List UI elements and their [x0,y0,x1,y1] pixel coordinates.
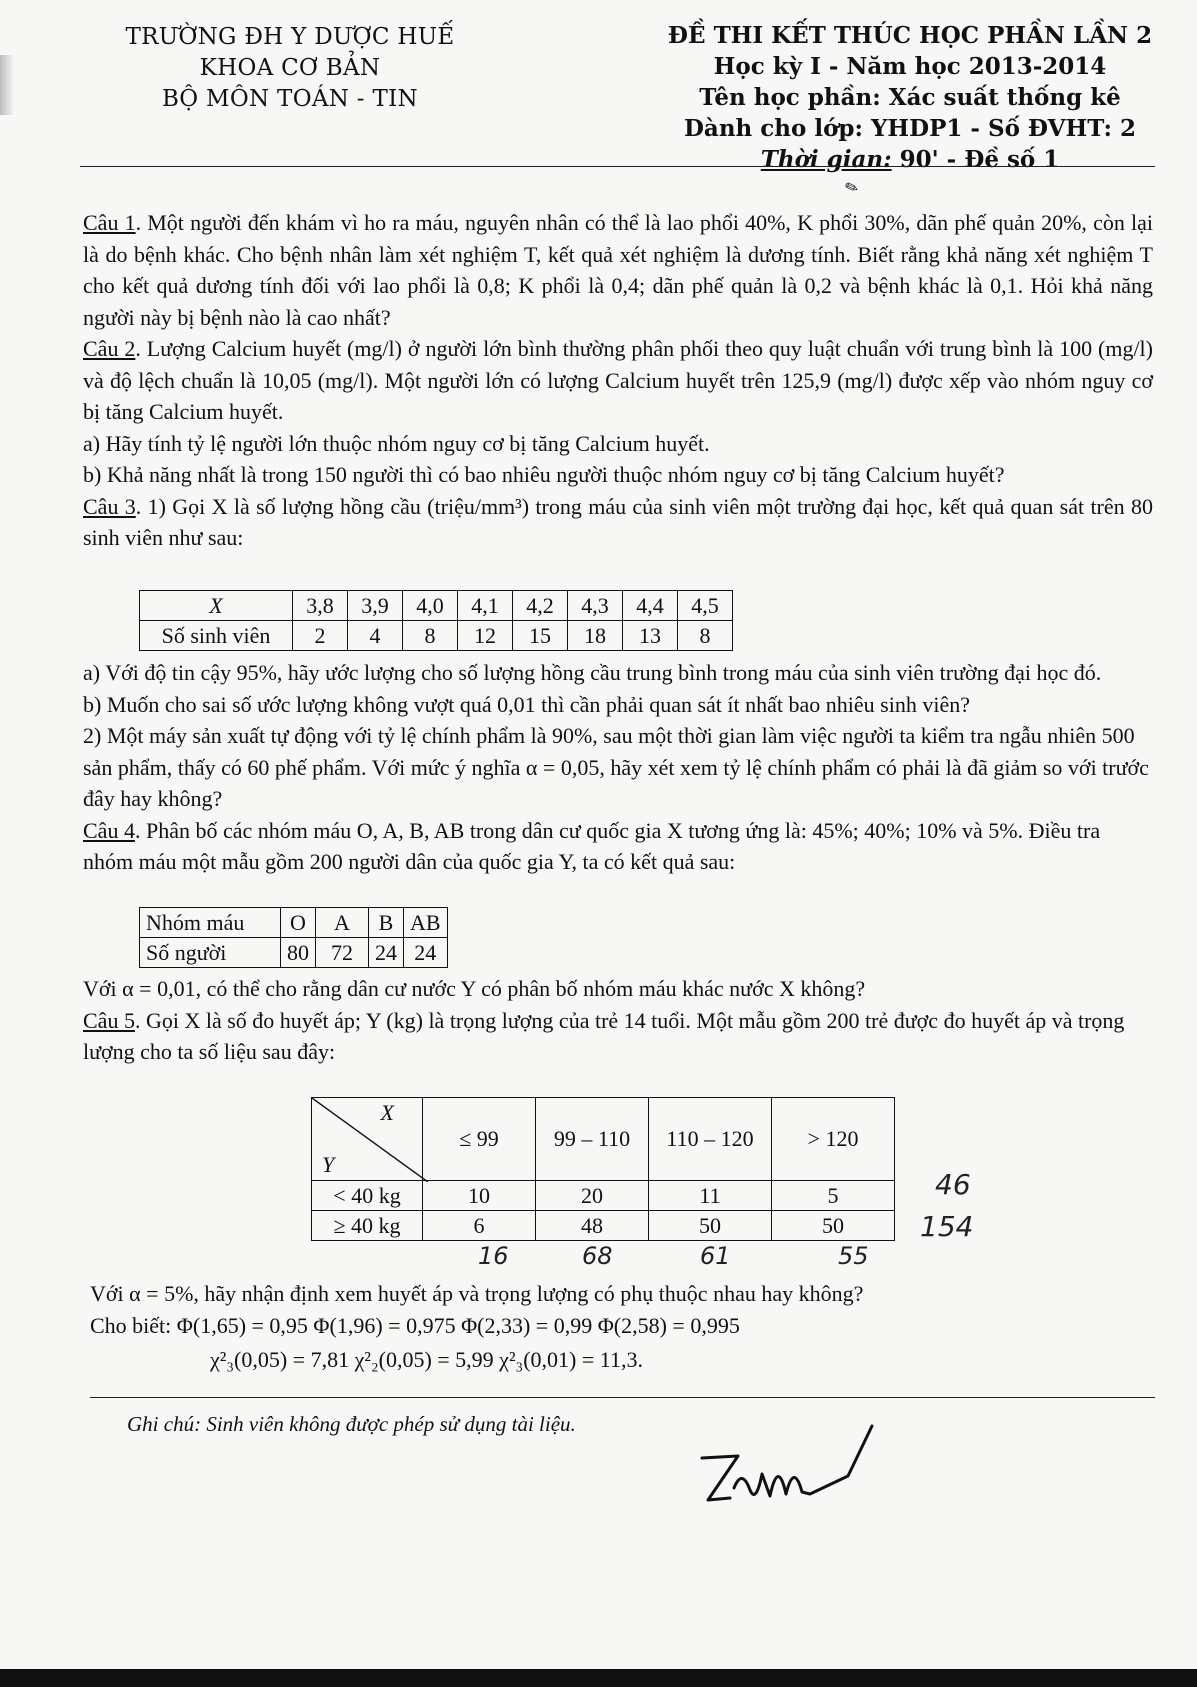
table-cell: 72 [316,938,369,968]
question-1 [83,207,1153,333]
handwritten-row-sum: 46 [935,1168,971,1201]
question-4-text: . Phân bố các nhóm máu O, A, B, AB trong dân cư quốc gia X tương ứng là: 45%; 40%; 10% và 5%. Điều tra nhóm máu một mẫu gồm 200 người dân của quốc gia Y, ta có kết quả sau: [83,817,1101,874]
table-cell: 24 [404,938,448,968]
table-cell: 4,0 [403,591,458,621]
table-row [140,938,448,968]
table-cell: 4,1 [458,591,513,621]
table-cell: 12 [458,621,513,651]
header-divider [80,166,1155,167]
exam-class: Dành cho lớp: YHDP1 - Số ĐVHT: 2 [683,115,1136,142]
handwritten-col-sum: 68 [582,1242,613,1270]
question-5-text: . Gọi X là số đo huyết áp; Y (kg) là trọng lượng của trẻ 14 tuổi. Một mẫu gồm 200 trẻ được đo huyết áp và trọng lượng cho ta số liệu sau đây: [83,1007,1125,1064]
table-cell: 6 [423,1211,536,1241]
table-cell: 10 [423,1181,536,1211]
table-cell: X [140,591,293,621]
given-values [90,1310,1160,1342]
corner-cell [312,1098,423,1181]
blood-pressure-weight-table [311,1097,895,1241]
table-cell: Nhóm máu [140,908,281,938]
question-4-ask: Với α = 0,01, có thể cho rằng dân cư nước Y có phân bố nhóm máu khác nước X không? [83,976,866,1001]
table-cell: A [316,908,369,938]
table-cell: 4 [348,621,403,651]
table-row [312,1211,895,1241]
question-1-text: . Một người đến khám vì ho ra máu, nguyên nhân có thể là lao phổi 40%, K phổi 30%, dãn phế quản 20%, còn lại là do bệnh khác. Cho bệnh nhân làm xét nghiệm T, kết quả xét nghiệm là dương tính. Biết rằng khả năng xét nghiệm T cho kết quả dương tính đối với lao phổi là 0,8; K phổi là 0,4; dãn phế quản là 0,2 và bệnh khác là 0,1. Hỏi khả năng người này bị bệnh nào là cao nhất? [83,210,1153,330]
question-3-label: Câu 3 [83,493,136,519]
exam-time [660,144,1160,175]
question-5 [83,1005,1153,1068]
table-cell: 4,2 [513,591,568,621]
table-cell: > 120 [772,1098,895,1181]
table-cell: 80 [281,938,316,968]
given-phi-values: Φ(1,65) = 0,95 Φ(1,96) = 0,975 Φ(2,33) = 0,99 Φ(2,58) = 0,995 [176,1313,740,1338]
exam-header [660,20,1160,175]
table-cell: 4,5 [678,591,733,621]
table-cell: ≤ 99 [423,1098,536,1181]
table-row [140,591,733,621]
department-name: BỘ MÔN TOÁN - TIN [162,86,418,112]
corner-x-label: X [380,1100,394,1125]
handwritten-col-sum: 55 [838,1242,869,1270]
question-1-label: Câu 1 [83,210,136,235]
table-cell: 8 [403,621,458,651]
question-4 [83,815,1153,878]
question-3 [83,491,1153,554]
blood-group-table [139,907,448,968]
table-cell: 50 [649,1211,772,1241]
question-3-part2: 2) Một máy sản xuất tự động với tỷ lệ chính phẩm là 90%, sau một thời gian làm việc người ta kiểm tra ngẫu nhiên 500 sản phẩm, thấy có 60 phế phẩm. Với mức ý nghĩa α = 0,05, hãy xét xem tỷ lệ chính phẩm có phải là đã giảm so với trước đây hay không? [83,723,1149,811]
question-3b: b) Muốn cho sai số ước lượng không vượt quá 0,01 thì cần phải quan sát ít nhất bao nhiêu sinh viên? [83,691,970,717]
question-5-label: Câu 5 [83,1007,135,1033]
question-5-ask: Với α = 5%, hãy nhận định xem huyết áp và trọng lượng có phụ thuộc nhau hay không? [90,1281,864,1306]
table-cell: 13 [623,621,678,651]
table-cell: 20 [536,1181,649,1211]
handwritten-mark: ✎ [842,176,862,199]
school-header [120,22,460,115]
table-cell: 3,9 [348,591,403,621]
table-cell: 99 – 110 [536,1098,649,1181]
table-cell: AB [404,908,448,938]
question-4-5 [83,973,1153,1068]
handwritten-col-sum: 61 [700,1242,731,1270]
exam-body [83,207,1153,554]
table-row [140,908,448,938]
exam-note: Ghi chú: Sinh viên không được phép sử dụng tài liệu. [127,1412,576,1436]
table-cell: < 40 kg [312,1181,423,1211]
table-row [140,621,733,651]
table-cell: 18 [568,621,623,651]
question-2 [83,333,1153,428]
question-3-text: . 1) Gọi X là số lượng hồng cầu (triệu/mm³) trong máu của sinh viên một trường đại học, kết quả quan sát trên 80 sinh viên như sau: [83,493,1153,550]
red-cell-table [139,590,733,651]
table-cell: 11 [649,1181,772,1211]
table-cell: 2 [293,621,348,651]
question-3a: a) Với độ tin cậy 95%, hãy ước lượng cho số lượng hồng cầu trung bình trong máu của sinh viên trường đại học đó. [83,660,1102,685]
table-cell: O [281,908,316,938]
scan-edge [0,1669,1197,1687]
table-cell: 48 [536,1211,649,1241]
table-cell: B [369,908,404,938]
table-cell: Số sinh viên [140,621,293,651]
table-cell: 4,4 [623,591,678,621]
faculty-name: KHOA CƠ BẢN [199,55,381,81]
question-2a: a) Hãy tính tỷ lệ người lớn thuộc nhóm nguy cơ bị tăng Calcium huyết. [83,430,710,456]
question-2-label: Câu 2 [83,336,136,361]
table-cell: 3,8 [293,591,348,621]
table-cell: ≥ 40 kg [312,1211,423,1241]
table-cell: 24 [369,938,404,968]
handwritten-col-sum: 16 [478,1242,509,1270]
exam-subject: Tên học phần: Xác suất thống kê [699,84,1121,111]
exam-term: Học kỳ I - Năm học 2013-2014 [713,53,1107,80]
given-label: Cho biết: [90,1313,172,1338]
time-label: Thời gian: [760,146,892,173]
school-name: TRƯỜNG ĐH Y DƯỢC HUẾ [125,24,455,50]
table-row [312,1098,895,1181]
table-cell: 8 [678,621,733,651]
given-chi-values: χ²₃(0,05) = 7,81 χ²₂(0,05) = 5,99 χ²₃(0,01) = 11,3. [210,1347,643,1372]
table-row [312,1181,895,1211]
exam-title: ĐỀ THI KẾT THÚC HỌC PHẦN LẦN 2 [667,22,1153,49]
table-cell: 110 – 120 [649,1098,772,1181]
question-3-parts [83,657,1153,878]
handwritten-row-sum: 154 [920,1210,974,1243]
table-cell: 15 [513,621,568,651]
table-cell: 50 [772,1211,895,1241]
signature [690,1418,910,1528]
question-4-label: Câu 4 [83,817,135,843]
question-2-text: . Lượng Calcium huyết (mg/l) ở người lớn bình thường phân phối theo quy luật chuẩn với trung bình là 100 (mg/l) và độ lệch chuẩn là 10,05 (mg/l). Một người lớn có lượng Calcium huyết trên 125,9 (mg/l) được xếp vào nhóm nguy cơ bị tăng Calcium huyết. [83,336,1153,424]
table-cell: Số người [140,938,281,968]
footer-divider [90,1397,1155,1398]
corner-y-label: Y [322,1152,335,1177]
table-cell: 5 [772,1181,895,1211]
time-value: 90' - Đề số 1 [899,146,1060,173]
table-cell: 4,3 [568,591,623,621]
page-fold-shadow [0,55,14,115]
question-2b: b) Khả năng nhất là trong 150 người thì có bao nhiêu người thuộc nhóm nguy cơ bị tăng Calcium huyết? [83,462,1005,487]
